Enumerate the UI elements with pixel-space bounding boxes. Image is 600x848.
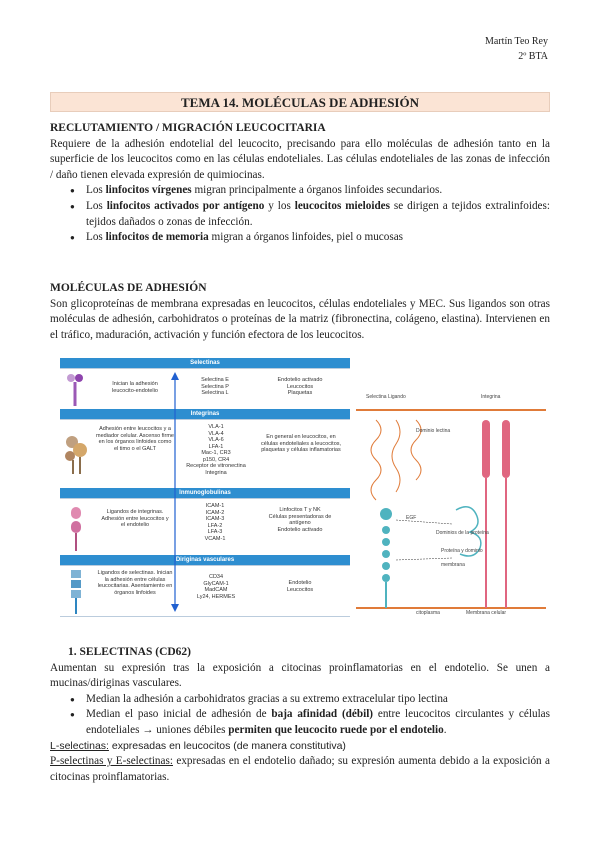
diagram-label: Integrina <box>481 394 501 400</box>
l-selectin-label: L-selectinas: <box>50 739 109 752</box>
cell-members: Selectina E Selectina P Selectina L <box>201 377 229 396</box>
diagram-label: membrana <box>441 562 465 568</box>
list-item: ● Los linfocitos de memoria migran a órganos linfoides, piel o mucosas <box>72 230 550 246</box>
table-row <box>60 498 350 556</box>
cell-expression: Endotelio activado Leucocitos Plaquetas <box>277 377 323 396</box>
section-moleculas <box>50 281 550 343</box>
diagram-label: Membrana celular <box>466 610 507 616</box>
cell-role: Adhesión entre leucocitos y a mediador celular. Ascenso firme en los órganos linfoides como el timo o el GALT <box>96 426 174 452</box>
section-selectinas <box>50 645 550 785</box>
integrin-molecule-icon <box>62 430 90 474</box>
band-diriginas: Diriginas vasculares <box>60 555 350 565</box>
molecule-structure-diagram <box>356 390 546 618</box>
diagram-label: Dominio lectina <box>416 428 451 434</box>
paragraph: Requiere de la adhesión endotelial del leucocito, precisando para ello moléculas de adhesión tanto en la superficie de los leucocitos como en las células endoteliales. Las células endoteliales de las zonas de infección / daño tienen elevada expresión de quimiocinas. <box>50 137 550 181</box>
section-heading: 1. SELECTINAS (CD62) <box>68 646 192 658</box>
cell-expression: En general en leucocitos, en células endoteliales a leucocitos, plaquetas y células inflamatorias <box>260 434 342 453</box>
l-selectin-line: L-selectinas: expresadas en leucocitos (de manera constitutiva) <box>50 739 346 752</box>
table-row <box>60 565 350 617</box>
bullet-list <box>50 692 550 739</box>
cell-role: Ligandos de integrinas. Adhesión entre leucocitos y el endotelio <box>101 509 169 528</box>
adhesion-table-figure <box>60 358 350 616</box>
paragraph: Son glicoproteínas de membrana expresadas en leucocitos, células endoteliales y MEC. Sus ligandos son otras moléculas de adhesión, carbohidratos o proteínas de la matriz (fibronectina, colágeno, elastina). Intervienen en el tráfico, maduración, activación y función efectora de los leucocitos. <box>50 297 550 341</box>
diagram-label: EGF <box>406 515 417 521</box>
diagram-label: Proteína y dominio <box>441 548 483 554</box>
cell-members: ICAM-1 ICAM-2 ICAM-3 LFA-2 LFA-3 VCAM-1 <box>204 503 226 542</box>
page-title: TEMA 14. MOLÉCULAS DE ADHESIÓN <box>50 92 550 112</box>
band-integrinas: Integrinas <box>60 409 350 419</box>
arrow-connector <box>160 372 190 612</box>
immunoglobulin-molecule-icon <box>66 503 86 551</box>
author-block <box>485 34 548 64</box>
pe-selectin-label: P-selectinas y E-selectinas: <box>50 755 173 768</box>
list-item: ● Median la adhesión a carbohidratos gracias a su extremo extracelular tipo lectina <box>72 692 550 708</box>
band-selectinas: Selectinas <box>60 358 350 368</box>
table-row <box>60 419 350 489</box>
section-reclutamiento <box>50 121 550 246</box>
pe-selectin-line: P-selectinas y E-selectinas: expresadas en el endotelio dañado; su expresión aumenta debido a la exposición a citocinas proinflamatorias. <box>50 755 551 783</box>
diagram-label: citoplasma <box>416 610 440 616</box>
section-heading: RECLUTAMIENTO / MIGRACIÓN LEUCOCITARIA <box>50 122 326 134</box>
section-heading: MOLÉCULAS DE ADHESIÓN <box>50 282 207 294</box>
author-name: Martín Teo Rey <box>485 36 548 47</box>
cell-members: VLA-1 VLA-4 VLA-6 LFA-1 Mac-1, CR3 p150, CR4 Receptor de vitronectina Integrina <box>186 424 246 476</box>
list-item: ● Los linfocitos vírgenes migran principalmente a órganos linfoides secundarios. <box>72 183 550 199</box>
cell-expression: Endotelio Leucocitos <box>286 580 314 593</box>
table-row <box>60 368 350 410</box>
bullet-list <box>50 183 550 245</box>
band-inmunoglobulinas: Inmunoglobulinas <box>60 488 350 498</box>
molecule-structure-svg <box>356 390 546 618</box>
cell-expression: Linfocitos T y NK Células presentadoras de antígeno Endotelio activado <box>268 507 332 533</box>
list-item: ● Los linfocitos activados por antígeno y los leucocitos mieloides se dirigen a tejidos extralinfoides: tejidos dañados o zonas de infección. <box>72 199 550 230</box>
diagram-label: Selectina Ligando <box>366 394 406 400</box>
list-item: ● Median el paso inicial de adhesión de baja afinidad (débil) entre leucocitos circulantes y células endoteliales → uniones débiles permiten que leucocito ruede por el endotelio. <box>72 707 550 738</box>
cell-members: CD34 GlyCAM-1 MadCAM Ly24, HERMES <box>196 574 236 600</box>
cell-role: Ligandos de selectinas. Inician la adhesión entre células leucocitarias. Asentamiento en órganos linfoides <box>97 570 173 596</box>
paragraph: Aumentan su expresión tras la exposición a citocinas proinflamatorias en el endotelio. Se unen a mucinas/diriginas vasculares. <box>50 661 550 690</box>
selectin-molecule-icon <box>64 372 86 406</box>
addressin-molecule-icon <box>66 568 86 614</box>
diagram-label: Dominios de la proteína <box>436 530 489 536</box>
author-course: 2º BTA <box>518 51 548 62</box>
cell-role: Inician la adhesión leucocito-endotelio <box>112 381 158 394</box>
